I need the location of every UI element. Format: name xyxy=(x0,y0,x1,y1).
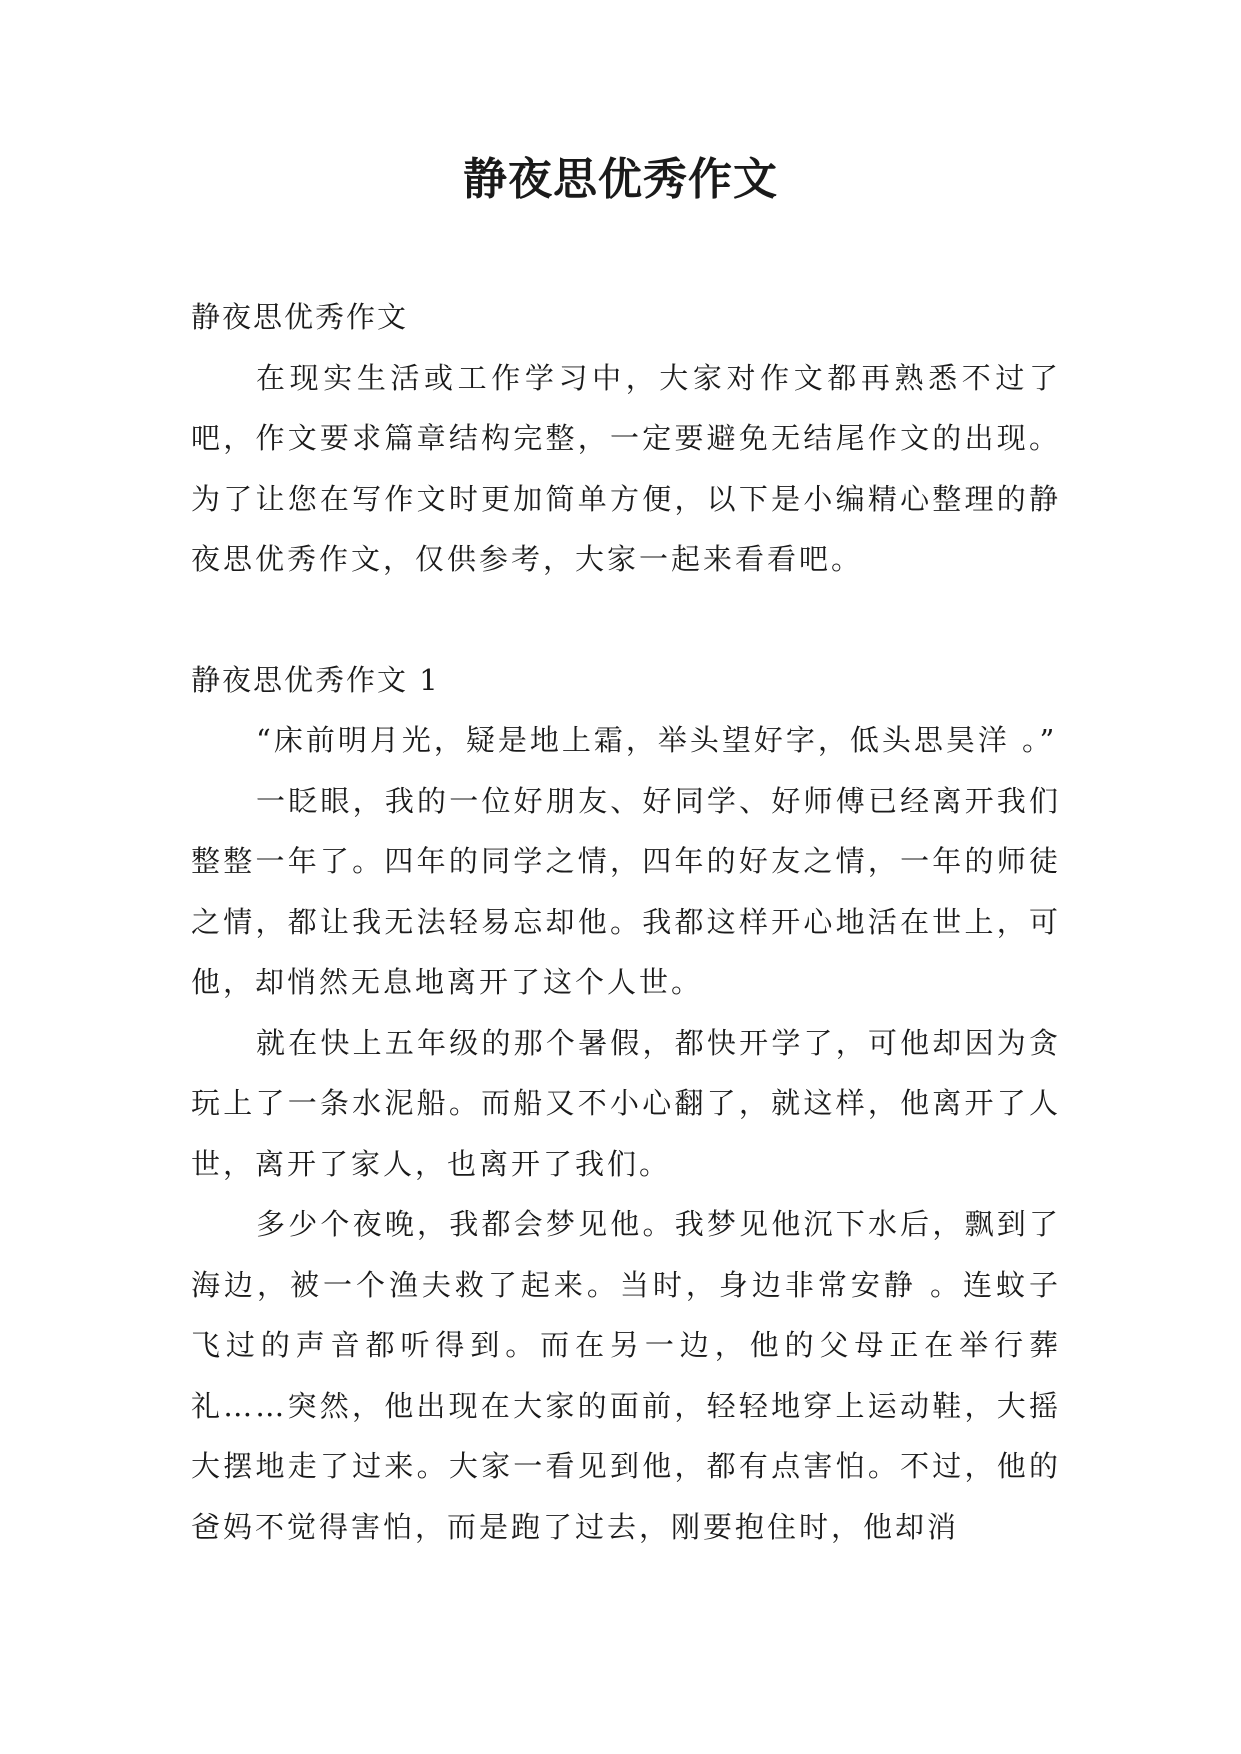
intro-paragraph: 在现实生活或工作学习中，大家对作文都再熟悉不过了吧，作文要求篇章结构完整，一定要避免无结尾作文的出现。为了让您在写作文时更加简单方便，以下是小编精心整理的静夜思优秀作文，仅供参考，大家一起来看看吧。 xyxy=(191,360,1061,576)
body-paragraph: 就在快上五年级的那个暑假，都快开学了，可他却因为贪玩上了一条水泥船。而船又不小心翻了，就这样，他离开了人世，离开了家人，也离开了我们。 xyxy=(191,1025,1061,1181)
document-title: 静夜思优秀作文 xyxy=(463,154,778,205)
document-subtitle: 静夜思优秀作文 xyxy=(191,300,409,334)
section-heading: 静夜思优秀作文 1 xyxy=(191,662,440,697)
section-spacer xyxy=(191,590,1061,650)
body-paragraph: 一眨眼，我的一位好朋友、好同学、好师傅已经离开我们整整一年了。四年的同学之情，四年的好友之情，一年的师徒之情，都让我无法轻易忘却他。我都这样开心地活在世上，可他，却悄然无息地离开了这个人世。 xyxy=(191,783,1061,999)
body-paragraph: “床前明月光，疑是地上霜，举头望好字，低头思昊洋 。” xyxy=(256,723,1058,757)
body-paragraph: 多少个夜晚，我都会梦见他。我梦见他沉下水后，飘到了海边，被一个渔夫救了起来。当时，身边非常安静 。连蚊子飞过的声音都听得到。而在另一边，他的父母正在举行葬礼……突然，他出现在大家的面前，轻轻地穿上运动鞋，大摇大摆地走了过来。大家一看见到他，都有点害怕。不过，他的爸妈不觉得害怕，而是跑了过去，刚要抱住时，他却消 xyxy=(191,1207,1061,1544)
document-body xyxy=(191,287,1061,1557)
